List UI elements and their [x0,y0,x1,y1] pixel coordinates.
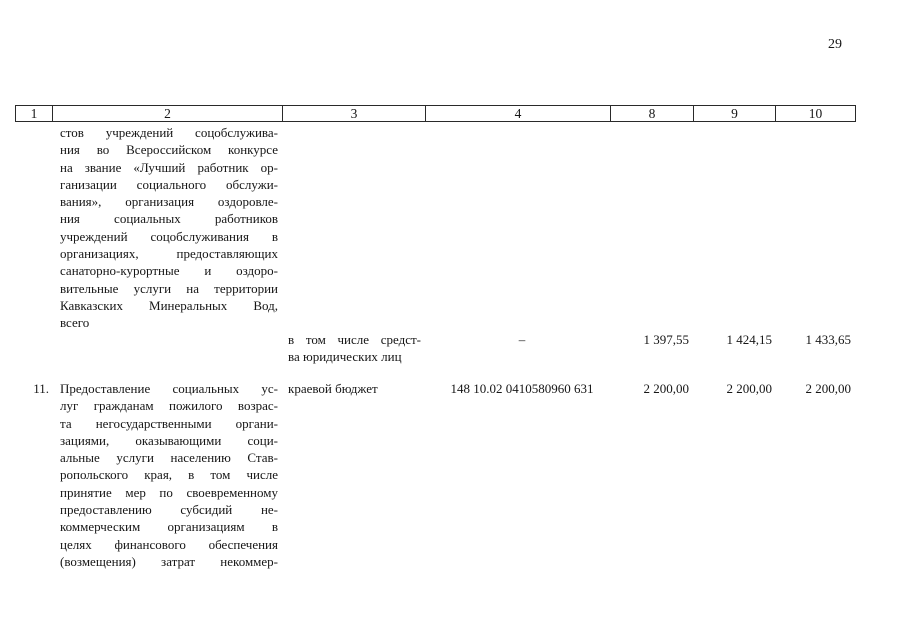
header-col-2: 2 [53,106,283,122]
row-1-value-col-8: 1 397,55 [643,332,689,347]
text-line: коммерческим организациям в [60,519,278,535]
text-line: организациях, предоставляющих [60,246,278,262]
text-line: в том числе средст- [288,332,421,347]
row-2-budget-code: 148 10.02 0410580960 631 [450,381,594,396]
text-line: краевой бюджет [288,381,378,396]
header-row [16,106,856,122]
header-col-3: 3 [283,106,426,122]
text-line: Предоставление социальных ус- [60,381,278,396]
text-line: предоставлению субсидий не- [60,502,278,518]
header-col-4: 4 [426,106,611,122]
text-line: ганизации социального обслужи- [60,176,278,192]
text-line: вительные услуги на территории [60,280,278,296]
row-0-description [60,124,278,332]
text-line: (возмещения) затрат некоммер- [60,553,278,569]
row-2-description [60,380,278,570]
text-line: всего [60,315,90,331]
row-2-number: 11. [33,381,49,396]
text-line: учреждений соцобслуживания в [60,228,278,244]
header-col-10: 10 [776,106,856,122]
row-1-budget-code: – [518,332,526,347]
row-2-value-col-9: 2 200,00 [726,381,772,396]
header-col-1: 1 [16,106,53,122]
row-1-funding-source [288,331,421,366]
text-line: на звание «Лучший работник ор- [60,159,278,175]
text-line: вания», организация оздоровле- [60,194,278,210]
table-header [15,105,856,122]
page-number: 29 [828,37,842,52]
row-2-value-col-10: 2 200,00 [805,381,851,396]
text-line: зациями, оказывающими соци- [60,432,278,448]
row-1-value-col-9: 1 424,15 [726,332,772,347]
text-line: Кавказских Минеральных Вод, [60,297,278,313]
header-col-8: 8 [611,106,694,122]
row-2-value-col-8: 2 200,00 [643,381,689,396]
text-line: стов учреждений соцобслужива- [60,125,278,140]
text-line: санаторно-курортные и оздоро- [60,263,278,279]
text-line: целях финансового обеспечения [60,536,278,552]
text-line: альные услуги населению Став- [60,450,278,466]
text-line: ва юридических лиц [288,349,402,365]
text-line: ропольского края, в том числе [60,467,278,483]
row-2-funding-source [288,380,421,397]
text-line: та негосударственными органи- [60,415,278,431]
header-col-9: 9 [694,106,776,122]
text-line: принятие мер по своевременному [60,484,278,500]
text-line: ния социальных работников [60,211,278,227]
row-1-value-col-10: 1 433,65 [805,332,851,347]
text-line: ния во Всероссийском конкурсе [60,142,278,158]
text-line: луг гражданам пожилого возрас- [60,398,278,414]
